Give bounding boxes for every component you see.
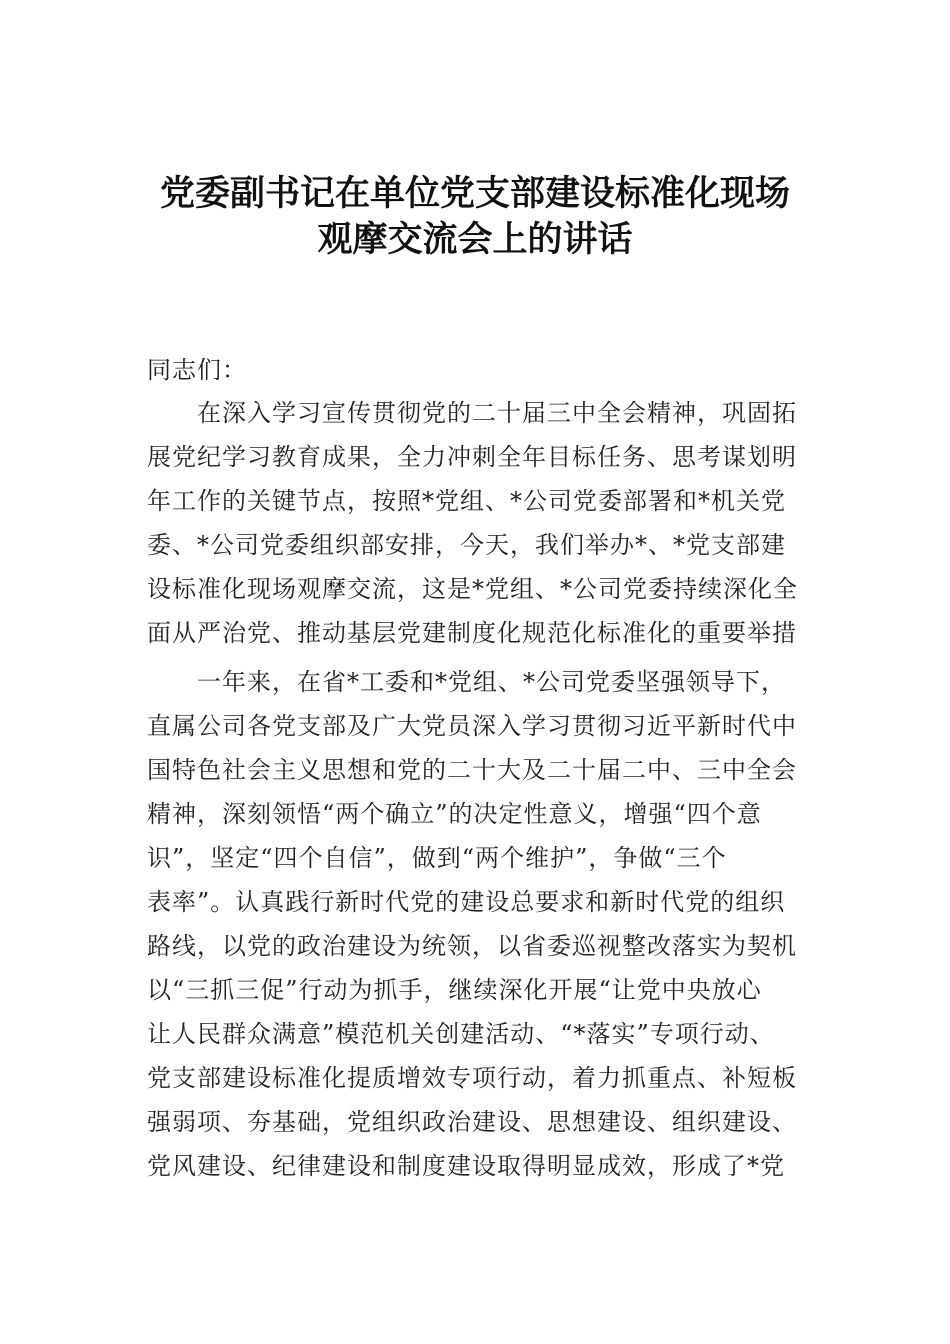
paragraph-line: 精神，深刻领悟“两个确立”的决定性意义，增强“四个意 (147, 800, 762, 828)
paragraph-line: 委、*公司党委组织部安排，今天，我们举办*、*党支部建 (147, 531, 786, 559)
paragraph-line: 面从严治党、推动基层党建制度化规范化标准化的重要举措 (147, 619, 797, 647)
salutation: 同志们： (147, 356, 247, 384)
document-title-line-2: 观摩交流会上的讲话 (317, 219, 633, 260)
paragraph-line: 年工作的关键节点，按照*党组、*公司党委部署和*机关党 (147, 487, 786, 515)
paragraph-line: 党风建设、纪律建设和制度建设取得明显成效，形成了*党 (147, 1152, 785, 1180)
paragraph-line: 强弱项、夯基础，党组织政治建设、思想建设、组织建设、 (147, 1108, 797, 1136)
document-title-line-1: 党委副书记在单位党支部建设标准化现场 (159, 173, 790, 214)
paragraph-line: 设标准化现场观摩交流，这是*党组、*公司党委持续深化全 (147, 575, 798, 603)
paragraph-line: 党支部建设标准化提质增效专项行动，着力抓重点、补短板 (147, 1064, 797, 1092)
paragraph-line: 展党纪学习教育成果，全力冲刺全年目标任务、思考谋划明 (147, 443, 797, 471)
paragraph-line: 在深入学习宣传贯彻党的二十届三中全会精神，巩固拓 (197, 399, 797, 427)
paragraph-line: 以“三抓三促”行动为抓手，继续深化开展“让党中央放心 (147, 976, 762, 1004)
paragraph-line: 直属公司各党支部及广大党员深入学习贯彻习近平新时代中 (147, 712, 797, 740)
paragraph-line: 路线，以党的政治建设为统领，以省委巡视整改落实为契机 (147, 932, 797, 960)
paragraph-line: 让人民群众满意”模范机关创建活动、“*落实”专项行动、 (147, 1020, 775, 1048)
paragraph-line: 识”，坚定“四个自信”，做到“两个维护”，争做“三个 (147, 844, 727, 872)
paragraph-line: 表率”。认真践行新时代党的建设总要求和新时代党的组织 (147, 888, 786, 916)
paragraph-line: 国特色社会主义思想和党的二十大及二十届二中、三中全会 (147, 756, 797, 784)
paragraph-line: 一年来，在省*工委和*党组、*公司党委坚强领导下， (197, 668, 786, 696)
